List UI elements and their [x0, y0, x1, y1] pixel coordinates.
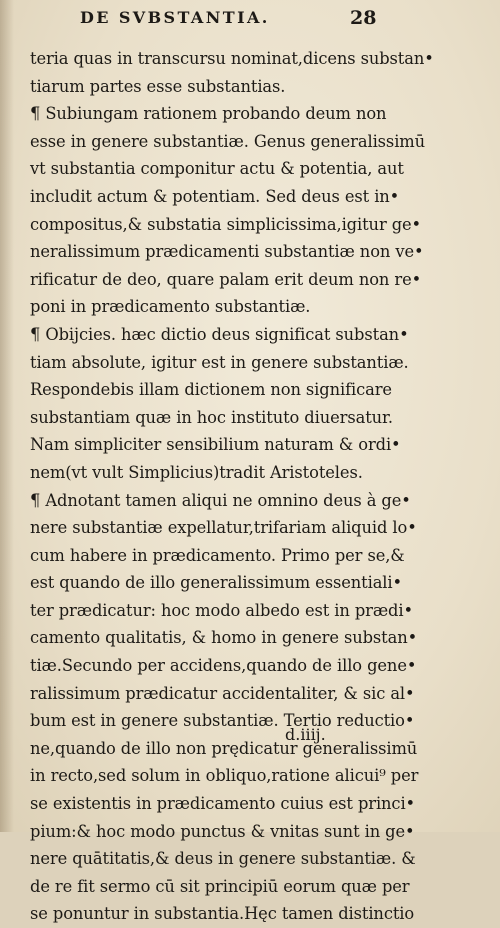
text-line: se existentis in prædicamento cuius est princi•: [30, 794, 416, 814]
text-line: ralissimum prædicatur accidentaliter, & sic al•: [30, 683, 415, 703]
text-line: vt substantia componitur actu & potentia, aut: [30, 159, 404, 179]
text-line: includit actum & potentiam. Sed deus est in•: [30, 186, 400, 206]
text-line: camento qualitatis, & homo in genere substan•: [30, 628, 418, 648]
text-line: ne,quando de illo non prędicatur generalissimū: [30, 738, 418, 758]
text-line: compositus,& substatia simplicissima,igitur ge•: [30, 214, 422, 234]
text-line: ¶ Subiungam rationem probando deum non: [30, 104, 387, 124]
text-line: tiam absolute, igitur est in genere substantiæ.: [30, 352, 409, 372]
text-line: Respondebis illam dictionem non significare: [30, 380, 392, 400]
page-header: [80, 8, 380, 30]
text-line: est quando de illo generalissimum essentiali•: [30, 573, 403, 593]
text-line: pium:& hoc modo punctus & vnitas sunt in ge•: [30, 821, 415, 841]
text-line: nem(vt vult Simplicius)tradit Aristoteles.: [30, 462, 363, 482]
text-line: poni in prædicamento substantiæ.: [30, 297, 311, 317]
text-line: esse in genere substantiæ. Genus generalissimū: [30, 131, 426, 151]
text-line: neralissimum prædicamenti substantiæ non ve•: [30, 242, 424, 262]
text-line: rificatur de deo, quare palam erit deum non re•: [30, 269, 422, 289]
text-line: se ponuntur in substantia.Hęc tamen distinctio: [30, 904, 415, 924]
text-line: ¶ Obijcies. hæc dictio deus significat substan•: [30, 324, 409, 344]
signature-mark: d.iiij.: [285, 725, 326, 744]
text-line: Nam simpliciter sensibilium naturam & ordi•: [30, 435, 401, 455]
text-line: nere substantiæ expellatur,trifariam aliquid lo•: [30, 518, 417, 538]
text-line: ¶ Adnotant tamen aliqui ne omnino deus à ge•: [30, 490, 411, 510]
text-line: tiæ.Secundo per accidens,quando de illo gene•: [30, 656, 417, 676]
text-line: substantiam quæ in hoc instituto diuersatur.: [30, 407, 394, 427]
text-line: bum est in genere substantiæ. Tertio reductio•: [30, 711, 415, 731]
gutter-shadow: [0, 0, 14, 832]
text-line: in recto,sed solum in obliquo,ratione alicui⁹ per: [30, 766, 419, 786]
page-number: 28: [350, 7, 377, 29]
text-line: ter prædicatur: hoc modo albedo est in prædi•: [30, 600, 413, 620]
text-line: teria quas in transcursu nominat,dicens substan•: [30, 49, 434, 68]
running-title: DE SVBSTANTIA.: [80, 8, 270, 27]
text-line: tiarum partes esse substantias.: [30, 76, 286, 96]
text-line: de re fit sermo cū sit principiū eorum quæ per: [30, 876, 410, 896]
text-line: nere quātitatis,& deus in genere substantiæ. &: [30, 849, 416, 869]
text-line: cum habere in prædicamento. Primo per se,&: [30, 545, 405, 565]
body-text: [30, 45, 470, 928]
